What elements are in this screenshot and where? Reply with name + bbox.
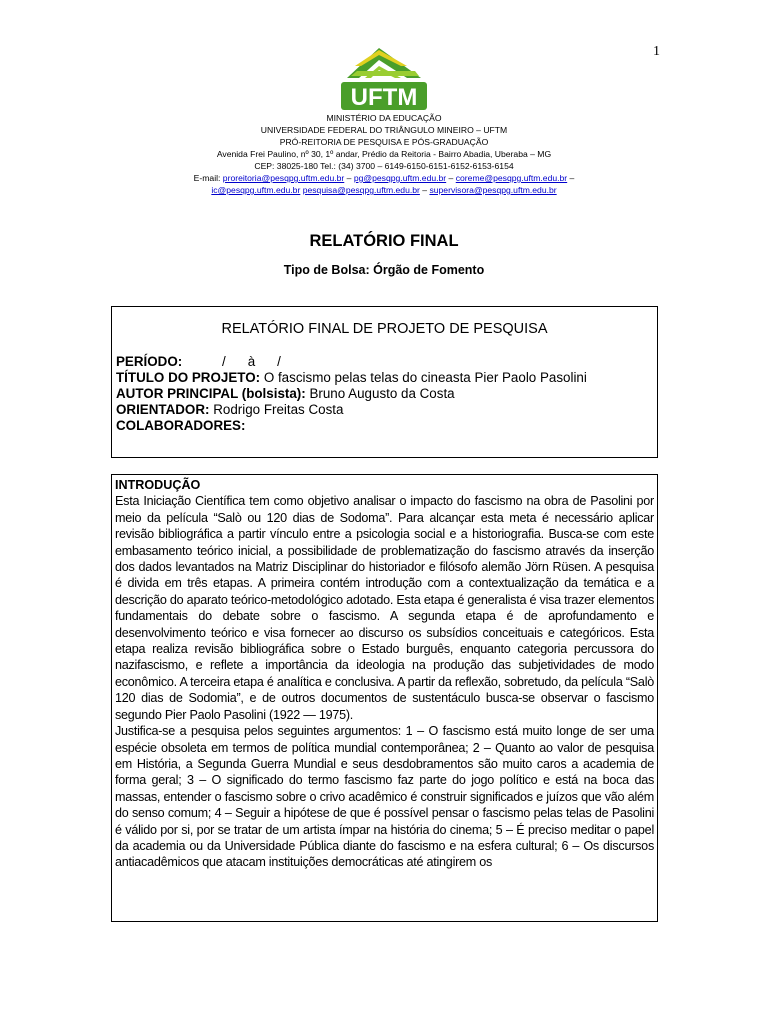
email-line-2 xyxy=(100,184,668,196)
period-label: PERÍODO: xyxy=(116,354,183,369)
advisor-field xyxy=(116,402,653,418)
email-separator: – xyxy=(419,185,430,195)
period-part: à xyxy=(247,354,256,369)
email-line-1 xyxy=(100,172,668,184)
introduction-paragraph: Esta Iniciação Científica tem como objetivo analisar o impacto do fascismo na obra de Pasolini por meio da película “Salò ou 120 dias de Sodoma”. Para alcançar esta meta é necessário aplicar revisão bibliográfica a partir vínculo entre a psicologia social e a historiografia. Busca-se com este embasamento teórico inicial, a possibilidade de problematização do fascismo através da inserção dos dados levantados na Matriz Disciplinar do historiador e filósofo alemão Jörn Rüsen. A pesquisa é divida em três etapas. A primeira contém introdução com a contextualização da temática e a descrição do aparato teórico-metodológico adotado. Esta etapa é generalista é visa trazer elementos fundamentais do debate sobre o fascismo. A segunda etapa é de aprofundamento e desenvolvimento teórico e visa fornecer ao discurso os subsídios conceituais e categóricos. Esta etapa realiza revisão bibliográfica sobre o Estado burguês, enquanto categoria percussora do nazifascismo, e reflete a importância da ideologia na produção das subjetividades de modo econômico. A terceira etapa é analítica e conclusiva. A partir da reflexão, sobretudo, da película “Salò 120 dias de Sodomia”, e de outros documentos de sustentáculo busca-se observar o fascismo segundo Pier Paolo Pasolini (1922 — 1975). xyxy=(115,494,654,722)
report-title: RELATÓRIO FINAL xyxy=(309,232,459,250)
email-separator: – xyxy=(567,173,575,183)
scholarship-type: Tipo de Bolsa: Órgão de Fomento xyxy=(283,263,485,277)
advisor-value: Rodrigo Freitas Costa xyxy=(213,402,344,417)
email-separator: – xyxy=(446,173,456,183)
period-value xyxy=(186,354,281,369)
project-title-field xyxy=(116,370,653,386)
project-heading: RELATÓRIO FINAL DE PROJETO DE PESQUISA xyxy=(221,321,548,337)
page-number: 1 xyxy=(653,44,660,59)
letterhead xyxy=(100,112,668,196)
contact-line: CEP: 38025-180 Tel.: (34) 3700 – 6149-6150-6151-6152-6153-6154 xyxy=(254,161,514,171)
email-label: E-mail: xyxy=(193,173,223,183)
uftm-logo xyxy=(337,44,431,114)
justification-paragraph: Justifica-se a pesquisa pelos seguintes argumentos: 1 – O fascismo está muito longe de ser uma espécie obsoleta em termos de política mundial contemporânea; 2 – Quanto ao valor de pesquisa em História, a Segunda Guerra Mundial e seus desdobramentos são muito caros a academia de forma geral; 3 – O significado do termo fascismo faz parte do jogo político e está na boca das massas, entender o fascismo sobre o crivo acadêmico é construir significados e juízos que vão além do senso comum; 4 – Seguir a hipótese de que é possível pensar o fascismo pelas telas de Pasolini é válido por si, por se tratar de um artista ímpar na história do cinema; 5 – É preciso meditar o papel da academia ou da Universidade Pública diante do fascismo e na esfera cultural; 6 – Os discursos antiacadêmicos que atacam instituições democráticas até atingirem os xyxy=(115,724,654,870)
introduction-heading: INTRODUÇÃO xyxy=(115,478,201,492)
author-label: AUTOR PRINCIPAL (bolsista): xyxy=(116,386,306,401)
email-link[interactable]: coreme@pesqpg.uftm.edu.br xyxy=(455,173,568,183)
email-link[interactable]: supervisora@pesqpg.uftm.edu.br xyxy=(429,185,557,195)
period-part: / xyxy=(277,354,281,369)
project-info-box xyxy=(111,306,658,458)
email-link[interactable]: ic@pesqpg.uftm.edu.br xyxy=(211,185,301,195)
period-field xyxy=(116,354,653,370)
ministry-line: MINISTÉRIO DA EDUCAÇÃO xyxy=(326,113,442,123)
logo-lettering: UFTM xyxy=(350,84,418,111)
address-line: Avenida Frei Paulino, nº 30, 1º andar, Prédio da Reitoria - Bairro Abadia, Uberaba – MG xyxy=(216,149,552,159)
collaborators-field xyxy=(116,418,653,434)
author-value: Bruno Augusto da Costa xyxy=(309,386,455,401)
pro-rectory-line: PRÓ-REITORIA DE PESQUISA E PÓS-GRADUAÇÃO xyxy=(279,137,489,147)
project-title-label: TÍTULO DO PROJETO: xyxy=(116,370,261,385)
introduction-box xyxy=(111,474,658,922)
email-separator: – xyxy=(344,173,354,183)
university-line: UNIVERSIDADE FEDERAL DO TRIÂNGULO MINEIRO – UFTM xyxy=(260,125,508,135)
period-part: / xyxy=(221,354,226,369)
project-title-value: O fascismo pelas telas do cineasta Pier Paolo Pasolini xyxy=(263,370,587,385)
email-link[interactable]: pesquisa@pesqpg.uftm.edu.br xyxy=(302,185,420,195)
advisor-label: ORIENTADOR: xyxy=(116,402,210,417)
collaborators-label: COLABORADORES: xyxy=(116,418,246,433)
email-link[interactable]: proreitoria@pesqpg.uftm.edu.br xyxy=(222,173,345,183)
email-link[interactable]: pg@pesqpg.uftm.edu.br xyxy=(353,173,447,183)
author-field xyxy=(116,386,653,402)
